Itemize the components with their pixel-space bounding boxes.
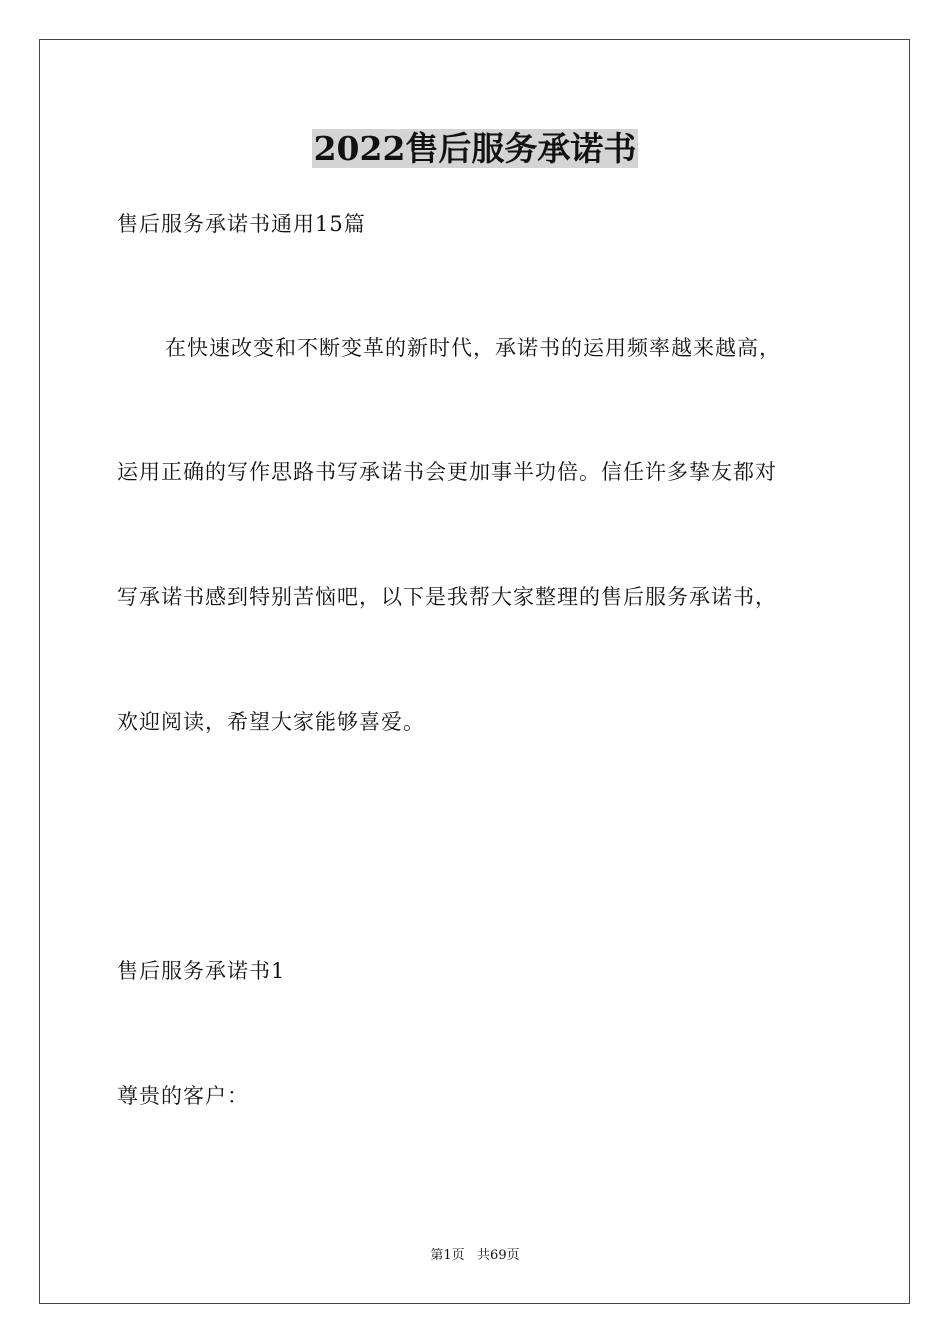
salutation: 尊贵的客户： — [117, 1084, 249, 1108]
document-subtitle: 售后服务承诺书通用15篇 — [117, 212, 366, 236]
page-footer: 第1页 共69页 — [430, 1248, 520, 1263]
section-heading: 售后服务承诺书1 — [117, 959, 286, 983]
intro-line-1: 在快速改变和不断变革的新时代，承诺书的运用频率越来越高， — [165, 336, 781, 360]
intro-line-4: 欢迎阅读，希望大家能够喜爱。 — [117, 710, 425, 734]
document-title-text: 2022售后服务承诺书 — [313, 129, 637, 168]
document-title — [0, 124, 950, 174]
intro-line-2: 运用正确的写作思路书写承诺书会更加事半功倍。信任许多挚友都对 — [117, 460, 777, 484]
intro-line-3: 写承诺书感到特别苦恼吧，以下是我帮大家整理的售后服务承诺书， — [117, 585, 777, 609]
